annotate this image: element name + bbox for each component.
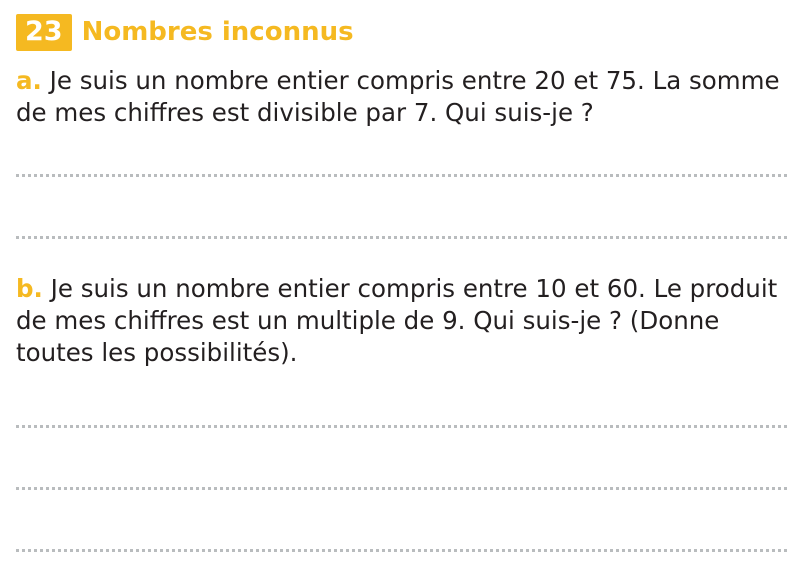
- question-a-body: Je suis un nombre entier compris entre 20 et 75. La somme de mes chiffres est divisible par 7. Qui suis-je ?: [16, 66, 780, 128]
- question-b-label: b.: [16, 273, 43, 303]
- question-b-text: [16, 273, 787, 370]
- question-b: [16, 273, 787, 552]
- answer-area-a[interactable]: [16, 174, 787, 239]
- answer-line[interactable]: [16, 174, 787, 177]
- exercise-header: [16, 14, 787, 51]
- exercise-title: Nombres inconnus: [81, 16, 354, 47]
- question-a-text: [16, 65, 787, 130]
- answer-area-b[interactable]: [16, 425, 787, 552]
- section-spacer: [16, 239, 787, 273]
- question-a-label: a.: [16, 66, 42, 95]
- question-a: [16, 65, 787, 239]
- answer-line[interactable]: [16, 487, 787, 490]
- question-b-body: Je suis un nombre entier compris entre 10 et 60. Le produit de mes chiffres est un multiple de 9. Qui suis-je ? (Donne toutes les possibilités).: [16, 273, 778, 368]
- answer-line[interactable]: [16, 549, 787, 552]
- answer-line[interactable]: [16, 425, 787, 428]
- exercise-number-badge: 23: [16, 14, 72, 51]
